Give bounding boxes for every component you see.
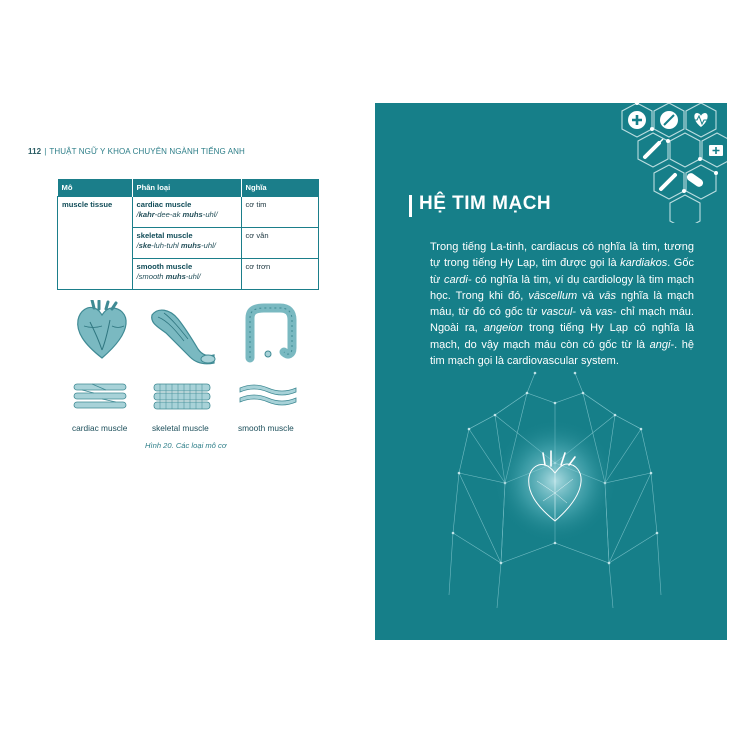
syringe-icon — [645, 139, 663, 157]
plus-icon — [628, 111, 646, 129]
section-title: HỆ TIM MẠCH — [419, 193, 552, 214]
type-cell — [132, 228, 241, 259]
label-skeletal-muscle: skeletal muscle — [152, 423, 209, 433]
table-row — [58, 197, 319, 228]
skeletal-fibers-illustration — [152, 382, 212, 418]
type-name: cardiac muscle — [136, 200, 192, 209]
meaning-cell: cơ trơn — [241, 259, 319, 290]
body-paragraph: Trong tiếng La-tinh, cardiacus có nghĩa là tim, tương tự trong tiếng Hy Lạp, tim được gọi là kardiakos. Gốc từ cardi- có nghĩa là tim, ví dụ cardiology là tim mạch học. Trong khi đó, vāscellum và vās nghĩa là mạch máu, từ đó có gốc từ vascul- và vas- chỉ mạch máu. Ngoài ra, angeion trong tiếng Hy Lạp có nghĩa là mạch, do vậy mạch máu còn có gốc từ là angi-. hệ tim mạch gọi là cardiovascular system. — [430, 241, 694, 368]
heart-illustration — [72, 300, 132, 362]
pronunciation: /smooth muhs-uhl/ — [136, 272, 201, 281]
figure-caption: Hình 20. Các loại mô cơ — [145, 441, 227, 450]
type-name: smooth muscle — [136, 262, 193, 271]
type-name: skeletal muscle — [136, 231, 193, 240]
book-title: THUẬT NGỮ Y KHOA CHUYÊN NGÀNH TIẾNG ANH — [49, 147, 245, 156]
page-header: 112 | THUẬT NGỮ Y KHOA CHUYÊN NGÀNH TIẾNG ANH — [28, 147, 245, 156]
capsule-icon — [685, 172, 704, 189]
meaning-cell: cơ vân — [241, 228, 319, 259]
heartbeat-icon — [692, 113, 710, 127]
syringe-icon — [661, 175, 675, 189]
col-header-type: Phân loại — [132, 179, 241, 197]
pronunciation: /ske-luh-tuhl muhs-uhl/ — [136, 241, 216, 250]
cardiac-fibers-illustration — [72, 382, 128, 414]
muscle-tissue-table — [57, 179, 319, 290]
human-torso-illustration — [435, 363, 675, 613]
smooth-fibers-illustration — [238, 382, 298, 414]
col-header-meaning: Nghĩa — [241, 179, 319, 197]
type-cell — [132, 259, 241, 290]
title-accent-bar — [409, 195, 412, 217]
page-number: 112 — [28, 147, 42, 156]
pronunciation: /kahr-dee-ak muhs-uhl/ — [136, 210, 218, 219]
medical-kit-icon — [709, 145, 723, 156]
type-cell — [132, 197, 241, 228]
right-page — [375, 103, 727, 640]
pill-icon — [660, 111, 678, 129]
table-header-row — [58, 179, 319, 197]
smooth-muscle-illustration — [240, 302, 300, 364]
muscle-figure — [60, 300, 320, 460]
meaning-cell: cơ tim — [241, 197, 319, 228]
label-smooth-muscle: smooth muscle — [238, 423, 294, 433]
skeletal-muscle-illustration — [148, 305, 218, 367]
label-cardiac-muscle: cardiac muscle — [72, 423, 128, 433]
col-header-tissue: Mô — [58, 179, 133, 197]
tissue-cell: muscle tissue — [58, 197, 133, 290]
